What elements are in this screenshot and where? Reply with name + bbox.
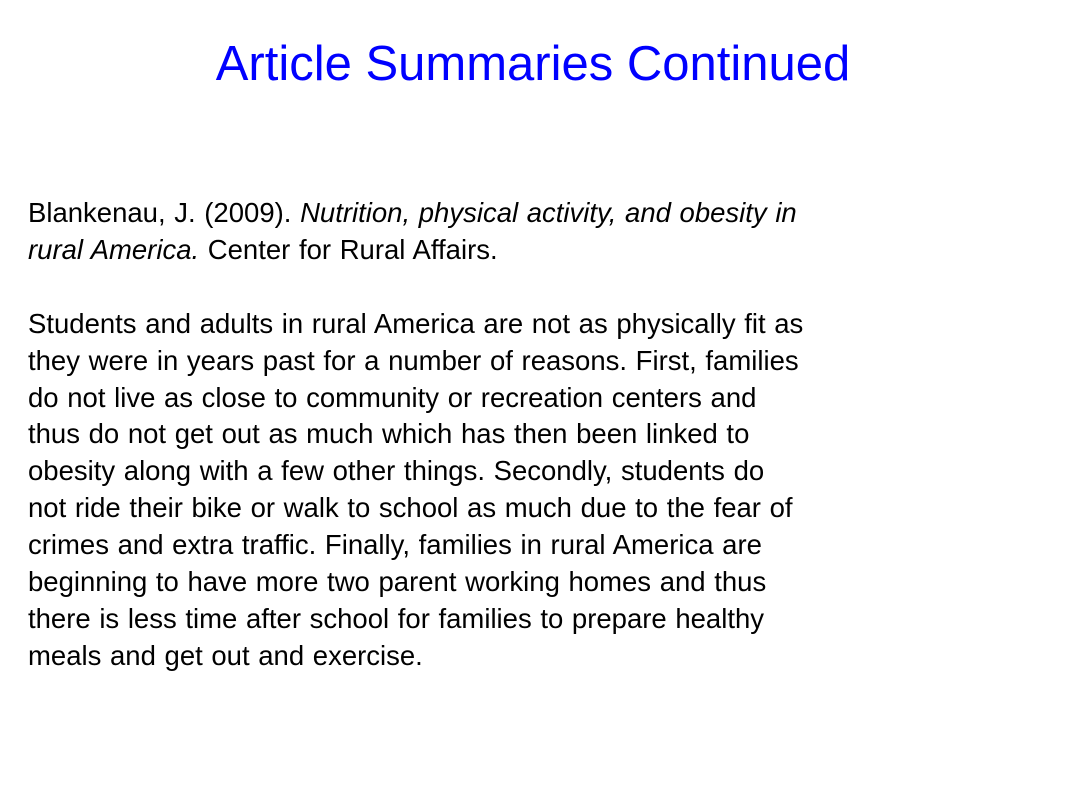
citation: [28, 195, 1038, 269]
summary-paragraph: [28, 306, 1038, 675]
summary-line: obesity along with a few other things. Secondly, students do: [28, 455, 765, 487]
summary-line: Students and adults in rural America are not as physically fit as: [28, 307, 804, 339]
summary-line: meals and get out and exercise.: [28, 639, 423, 671]
slide-title: Article Summaries Continued: [215, 37, 851, 91]
summary-line: not ride their bike or walk to school as much due to the fear of: [28, 492, 793, 524]
citation-work-title-line-2: rural America.: [28, 233, 200, 265]
citation-line-2: [28, 232, 1038, 269]
citation-line-1: [28, 195, 1038, 232]
citation-author-year: Blankenau, J. (2009).: [28, 197, 301, 228]
summary-line: beginning to have more two parent working homes and thus: [28, 566, 767, 598]
summary-line: there is less time after school for families to prepare healthy: [28, 602, 765, 634]
summary-line: do not live as close to community or recreation centers and: [28, 381, 757, 413]
citation-work-title-line-1: Nutrition, physical activity, and obesity in: [300, 197, 797, 228]
citation-publisher: Center for Rural Affairs.: [199, 233, 498, 265]
slide-body: [28, 195, 1038, 675]
summary-line: thus do not get out as much which has then been linked to: [28, 418, 750, 450]
summary-line: they were in years past for a number of reasons. First, families: [28, 344, 799, 376]
summary-line: crimes and extra traffic. Finally, families in rural America are: [28, 529, 762, 561]
